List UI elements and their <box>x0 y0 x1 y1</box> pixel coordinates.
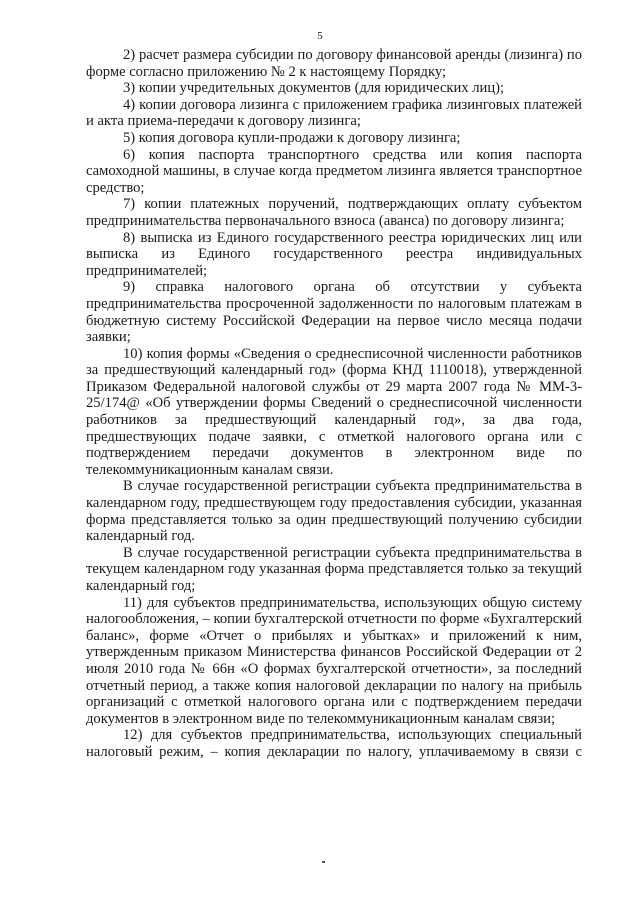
document-body <box>86 47 582 761</box>
paragraph-registration-previous-year: В случае государственной регистрации субъекта предпринимательства в календарном году, предшествующем году предоставления субсидии, указанная форма представляется только за один предшествующий получению субсидии календарный год. <box>86 478 582 545</box>
paragraph-item-4: 4) копии договора лизинга с приложением графика лизинговых платежей и акта приема-передачи к договору лизинга; <box>86 96 582 130</box>
paragraph-item-5: 5) копия договора купли-продажи к договору лизинга; <box>123 129 461 146</box>
paragraph-item-11: 11) для субъектов предпринимательства, использующих общую систему налогообложения, – копии бухгалтерской отчетности по форме «Бухгалтерский баланс», форме «Отчет о прибылях и убытках» и приложений к ним, утвержденным приказом Министерства финансов Российской Федерации от 2 июля 2010 года № 66н «О формах бухгалтерской отчетности», за последний отчетный период, а также копия налоговой декларации по налогу на прибыль организаций с отметкой налогового органа или с подтверждением передачи документов в электронном виде по телекоммуникационным каналам связи; <box>86 594 582 727</box>
paragraph-item-7: 7) копии платежных поручений, подтверждающих оплату субъектом предпринимательства первоначального взноса (аванса) по договору лизинга; <box>86 196 582 229</box>
scan-mark <box>322 861 325 863</box>
paragraph-item-3: 3) копии учредительных документов (для юридических лиц); <box>123 80 505 97</box>
paragraph-item-10: 10) копия формы «Сведения о среднесписочной численности работников за предшествующий календарный год» (форма КНД 1110018), утвержденной Приказом Федеральной налоговой службы от 29 марта 2007 года № ММ-3-25/174@ «Об утверждении формы Сведений о среднесписочной численности работников за предшествующий календарный год», за два года, предшествующих подаче заявки, с отметкой налогового органа или с подтверждением передачи документов в электронном виде по телекоммуникационным каналам связи. <box>86 345 582 478</box>
paragraph-item-8: 8) выписка из Единого государственного реестра юридических лиц или выписка из Единого государственного реестра индивидуальных предпринимателей; <box>86 229 582 279</box>
page-number: 5 <box>317 30 323 42</box>
paragraph-item-2: 2) расчет размера субсидии по договору финансовой аренды (лизинга) по форме согласно приложению № 2 к настоящему Порядку; <box>86 47 582 80</box>
paragraph-item-6: 6) копия паспорта транспортного средства или копия паспорта самоходной машины, в случае когда предметом лизинга является транспортное средство; <box>86 146 582 196</box>
paragraph-item-12: 12) для субъектов предпринимательства, использующих специальный налоговый режим, – копия декларации по налогу, уплачиваемому в связи с <box>86 727 582 760</box>
paragraph-registration-current-year: В случае государственной регистрации субъекта предпринимательства в текущем календарном году указанная форма представляется только за текущий календарный год; <box>86 544 582 594</box>
paragraph-item-9: 9) справка налогового органа об отсутствии у субъекта предпринимательства просроченной задолженности по налоговым платежам в бюджетную систему Российской Федерации на первое число месяца подачи заявки; <box>86 279 582 346</box>
